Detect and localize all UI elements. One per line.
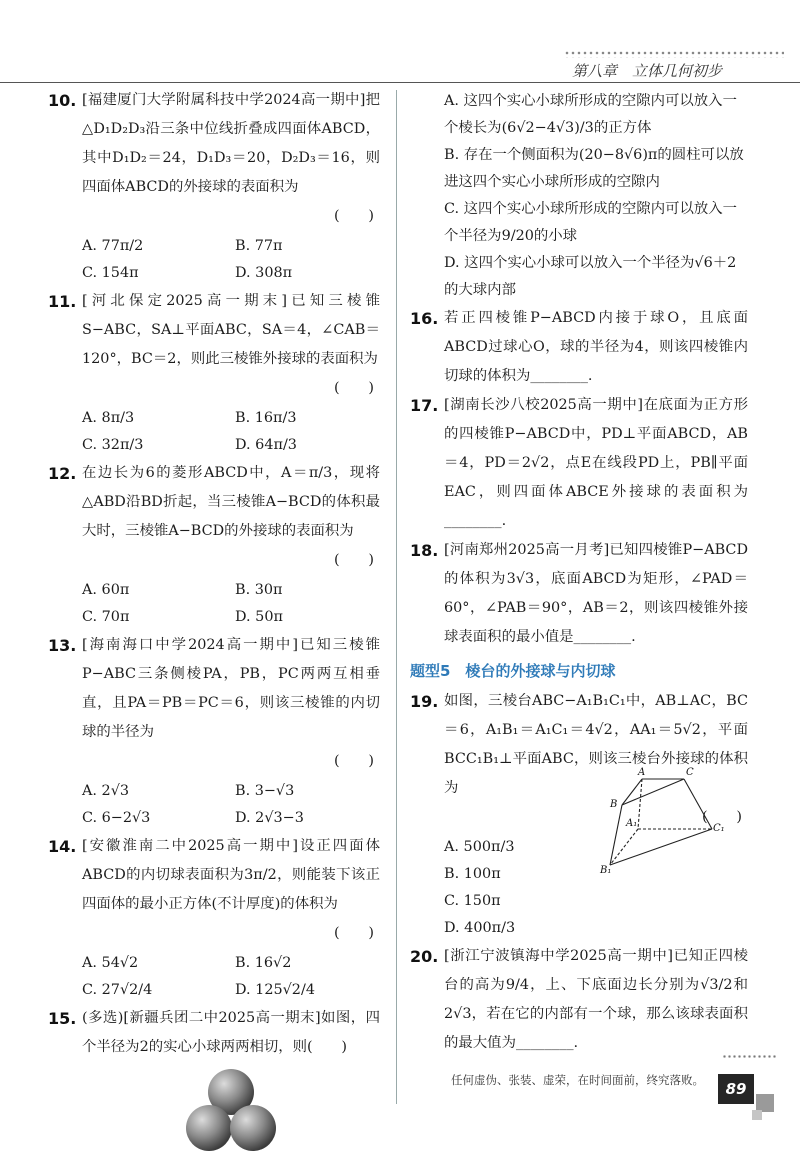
problem-stem: 在边长为6的菱形ABCD中，A＝π/3，现将△ABD沿BD折起，当三棱锥A−BCD的体积最大时，三棱锥A−BCD的外接球的表面积为 xyxy=(82,465,380,539)
page-tab-decoration-small xyxy=(752,1110,762,1120)
four-spheres-figure xyxy=(82,1066,380,1162)
label-c1: C₁ xyxy=(713,823,725,834)
option-c: C. 这四个实心小球所形成的空隙内可以放入一个半径为9/20的小球 xyxy=(444,201,738,244)
option-d: D. 这四个实心小球可以放入一个半径为√6＋2的大球内部 xyxy=(444,255,737,298)
label-c: C xyxy=(686,767,694,778)
answer-parentheses: ( ) xyxy=(333,753,374,769)
problem-20 xyxy=(410,942,748,1058)
problem-number: 12. xyxy=(48,464,77,483)
option-b: B. 3−√3 xyxy=(235,783,295,799)
page-header xyxy=(0,48,800,83)
option-c: C. 150π xyxy=(444,893,501,909)
options xyxy=(82,577,380,631)
page-number: 89 xyxy=(718,1074,754,1104)
right-column xyxy=(410,86,748,1058)
option-c: C. 154π xyxy=(82,265,139,281)
problem-15-options xyxy=(410,88,748,304)
option-c: C. 32π/3 xyxy=(82,437,144,453)
label-b: B xyxy=(610,799,618,810)
edge-bb1 xyxy=(610,805,622,865)
problem-14 xyxy=(48,832,380,1004)
option-d: D. 50π xyxy=(235,609,283,625)
options xyxy=(444,834,594,942)
option-a: A. 8π/3 xyxy=(82,410,135,426)
option-c: C. 27√2/4 xyxy=(82,982,153,998)
option-b: B. 100π xyxy=(444,866,501,882)
footer-quote: 任何虚伪、张装、虚荣，在时间面前，终究落败。 xyxy=(451,1073,704,1087)
options xyxy=(82,233,380,287)
problem-number: 14. xyxy=(48,837,77,856)
problem-stem: (多选)[新疆兵团二中2025高一期末]如图，四个半径为2的实心小球两两相切，则( ) xyxy=(82,1010,380,1055)
problem-stem: 若正四棱锥P−ABCD内接于球O，且底面ABCD过球心O，球的半径为4，则该四棱锥内切球的体积为________. xyxy=(444,310,748,384)
option-a: A. 60π xyxy=(82,582,130,598)
problem-number: 18. xyxy=(410,541,439,560)
frustum-figure xyxy=(598,765,728,875)
label-a1: A₁ xyxy=(626,818,638,829)
option-d: D. 64π/3 xyxy=(235,437,297,453)
problem-12 xyxy=(48,459,380,631)
label-a: A xyxy=(638,767,646,778)
header-dot-pattern xyxy=(564,50,784,58)
options xyxy=(82,405,380,459)
option-c: C. 70π xyxy=(82,609,130,625)
answer-parentheses: ( ) xyxy=(333,925,374,941)
footer-dot-pattern xyxy=(722,1054,776,1060)
label-b1: B₁ xyxy=(600,865,612,875)
problem-number: 16. xyxy=(410,309,439,328)
problem-stem: [河南郑州2025高一月考]已知四棱锥P−ABCD的体积为3√3，底面ABCD为矩形，∠PAD＝60°，∠PAB＝90°，AB＝2，则该四棱锥外接球表面积的最小值是________. xyxy=(444,542,748,645)
option-d: D. 400π/3 xyxy=(444,920,516,936)
option-a: A. 54√2 xyxy=(82,955,139,971)
problem-13 xyxy=(48,631,380,832)
option-b: B. 30π xyxy=(235,582,283,598)
problem-19 xyxy=(410,687,748,942)
problem-stem: [海南海口中学2024高一期中]已知三棱锥P−ABC三条侧棱PA，PB，PC两两互相垂直，且PA＝PB＝PC＝6，则该三棱锥的内切球的半径为 xyxy=(82,637,380,740)
option-a: A. 这四个实心小球所形成的空隙内可以放入一个棱长为(6√2−4√3)/3的正方体 xyxy=(444,93,737,136)
problem-11 xyxy=(48,287,380,459)
sphere-right xyxy=(230,1105,276,1151)
column-divider xyxy=(396,90,397,1104)
problem-number: 11. xyxy=(48,292,77,311)
option-a: A. 500π/3 xyxy=(444,839,515,855)
option-b: B. 16π/3 xyxy=(235,410,297,426)
problem-number: 19. xyxy=(410,692,439,711)
option-d: D. 125√2/4 xyxy=(235,982,315,998)
options xyxy=(82,950,380,1004)
problem-number: 20. xyxy=(410,947,439,966)
chapter-title: 第八章 立体几何初步 xyxy=(571,62,722,80)
problem-16 xyxy=(410,304,748,391)
edge-bc xyxy=(622,779,684,805)
answer-parentheses: ( ) xyxy=(701,809,742,825)
problem-stem: [河北保定2025高一期末]已知三棱锥S−ABC，SA⊥平面ABC，SA＝4，∠CAB＝120°，BC＝2，则此三棱锥外接球的表面积为 xyxy=(82,293,380,367)
problem-17 xyxy=(410,391,748,536)
problem-stem: [福建厦门大学附属科技中学2024高一期中]把△D₁D₂D₃沿三条中位线折叠成四面体ABCD，其中D₁D₂＝24，D₁D₃＝20，D₂D₃＝16，则四面体ABCD的外接球的表面积为 xyxy=(82,92,380,195)
answer-parentheses: ( ) xyxy=(333,208,374,224)
option-d: D. 308π xyxy=(235,265,293,281)
option-a: A. 77π/2 xyxy=(82,238,144,254)
sphere-left xyxy=(186,1105,232,1151)
option-c: C. 6−2√3 xyxy=(82,810,151,826)
edge-b1c1 xyxy=(610,829,712,865)
options xyxy=(444,88,748,304)
section-title: 题型5 棱台的外接球与内切球 xyxy=(410,662,616,680)
option-b: B. 77π xyxy=(235,238,283,254)
problem-number: 17. xyxy=(410,396,439,415)
problem-number: 10. xyxy=(48,91,77,110)
option-b: B. 存在一个侧面积为(20−8√6)π的圆柱可以放进这四个实心小球所形成的空隙内 xyxy=(444,147,744,190)
problem-number: 13. xyxy=(48,636,77,655)
option-d: D. 2√3−3 xyxy=(235,810,304,826)
problem-10 xyxy=(48,86,380,287)
edge-cc1 xyxy=(684,779,712,829)
problem-number: 15. xyxy=(48,1009,77,1028)
edge-aa1 xyxy=(638,779,642,829)
option-a: A. 2√3 xyxy=(82,783,130,799)
problem-stem: [湖南长沙八校2025高一期中]在底面为正方形的四棱锥P−ABCD中，PD⊥平面ABCD，AB＝4，PD＝2√2，点E在线段PD上，PB∥平面EAC，则四面体ABCE外接球的表面积为________. xyxy=(444,397,748,529)
option-b: B. 16√2 xyxy=(235,955,292,971)
problem-18 xyxy=(410,536,748,652)
left-column xyxy=(48,86,380,1162)
problem-stem: [浙江宁波镇海中学2025高一期中]已知正四棱台的高为9/4，上、下底面边长分别为√3/2和2√3，若在它的内部有一个球，那么该球表面积的最大值为________. xyxy=(444,948,748,1051)
problem-stem: [安徽淮南二中2025高一期中]设正四面体ABCD的内切球表面积为3π/2，则能装下该正四面体的最小正方体(不计厚度)的体积为 xyxy=(82,838,380,912)
spheres-illustration xyxy=(176,1066,286,1162)
problem-stem: 如图，三棱台ABC−A₁B₁C₁中，AB⊥AC，BC＝6，A₁B₁＝A₁C₁＝4√2，AA₁＝5√2，平面BCC₁B₁⊥平面ABC，则该三棱台外接球的体积为 xyxy=(444,693,748,796)
answer-parentheses: ( ) xyxy=(333,552,374,568)
answer-parentheses: ( ) xyxy=(333,380,374,396)
problem-15 xyxy=(48,1004,380,1162)
options xyxy=(82,778,380,832)
